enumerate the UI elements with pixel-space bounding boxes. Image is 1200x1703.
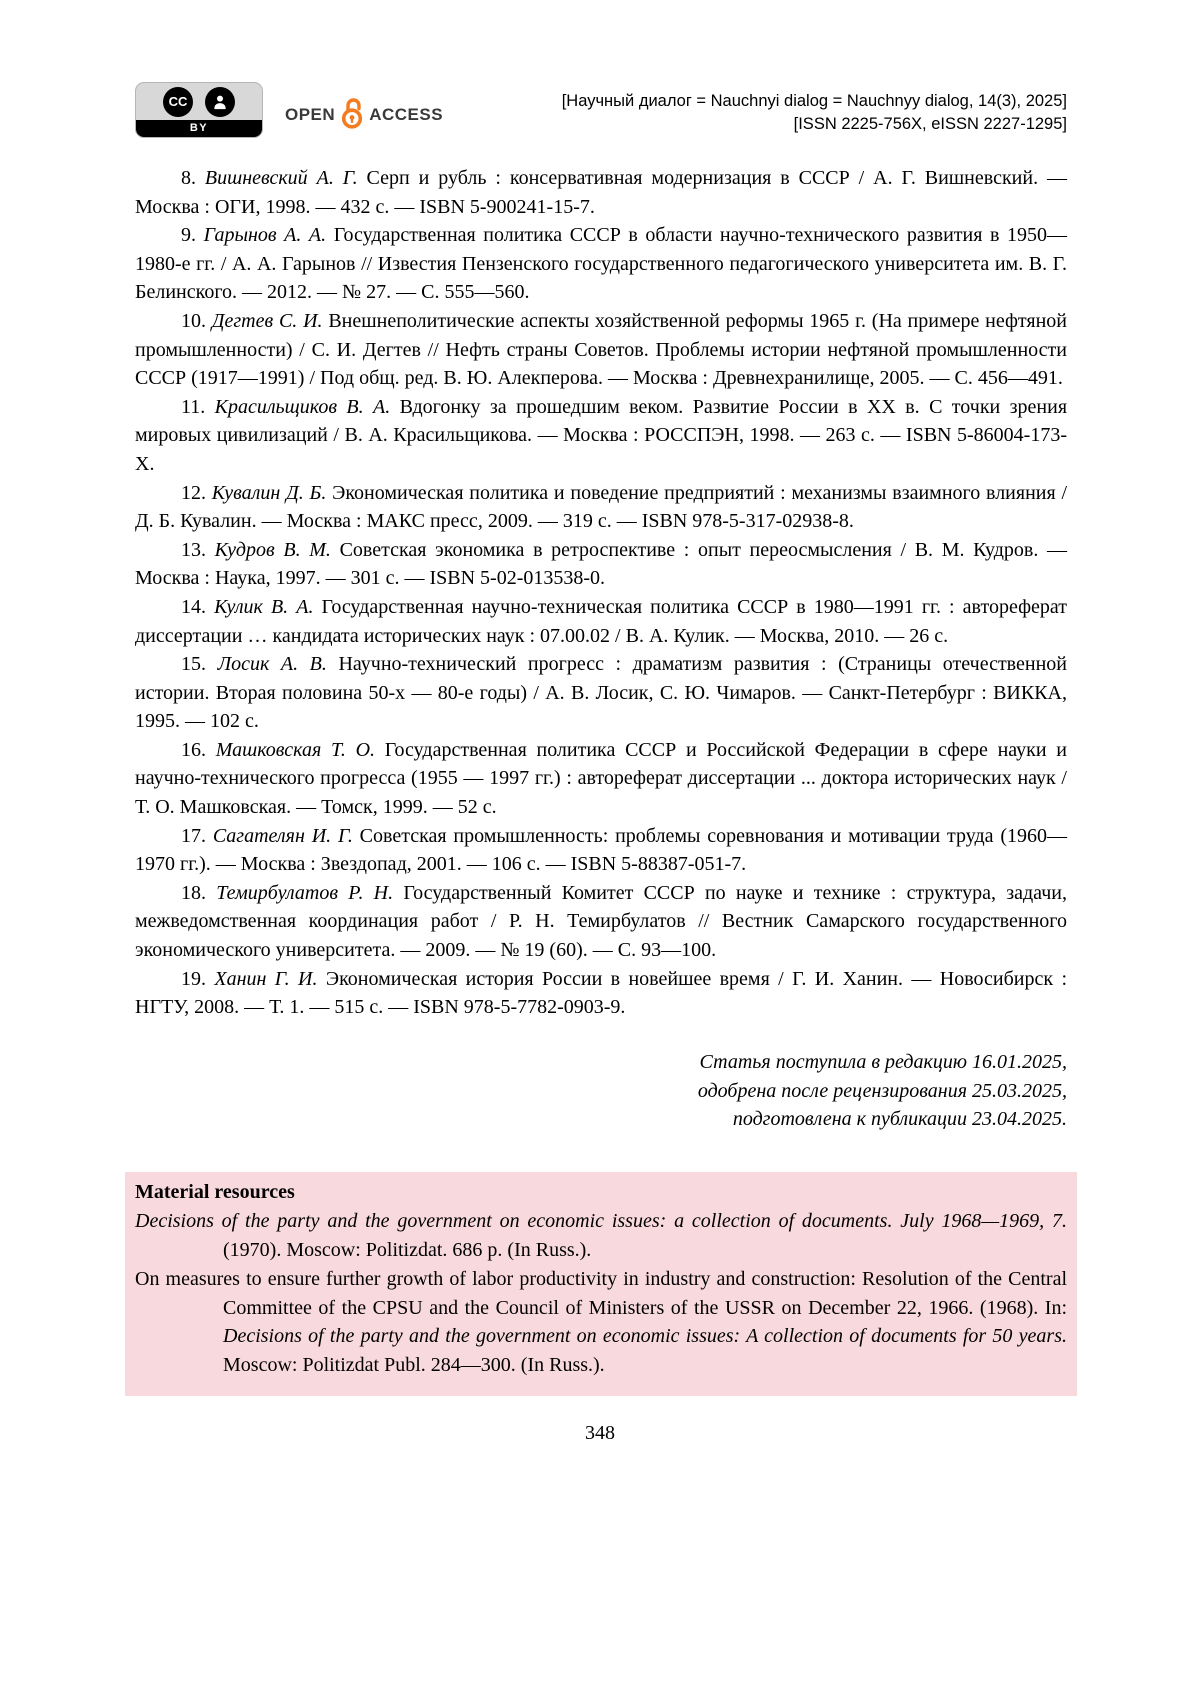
reference-number: 11. <box>181 395 206 418</box>
reference-author: Темирбулатов Р. Н. <box>216 881 394 904</box>
reference-entry <box>135 822 1067 879</box>
reference-entry <box>135 593 1067 650</box>
reference-text: Экономическая история России в новейшее время / Г. И. Ханин. — Новосибирск : НГТУ, 2008. — Т. 1. — 515 с. — ISBN 978-5-7782-0903-9. <box>135 967 1067 1019</box>
reference-author: Кудров В. М. <box>214 538 331 561</box>
journal-citation-line: [Научный диалог = Nauchnyi dialog = Nauchnyy dialog, 14(3), 2025] <box>561 92 1067 110</box>
cc-by-label: BY <box>136 120 262 137</box>
reference-number: 17. <box>181 824 206 847</box>
material-resource-details: Moscow: Politizdat Publ. 284—300. (In Russ.). <box>223 1354 605 1377</box>
reference-author: Красильщиков В. А. <box>214 395 391 418</box>
material-resource-title: Decisions of the party and the government on economic issues: a collection of documents. July 1968—1969, 7. <box>135 1210 1067 1233</box>
reference-number: 9. <box>181 224 196 247</box>
open-access-logo <box>285 87 443 134</box>
reference-number: 10. <box>181 309 206 332</box>
reference-text: Вдогонку за прошедшим веком. Развитие России в XX в. С точки зрения мировых цивилизаций / В. А. Красильщикова. — Москва : РОССПЭН, 1998. — 263 с. — ISBN 5-86004-173-X. <box>135 395 1068 475</box>
material-resources-section <box>125 1172 1077 1396</box>
material-resources-heading: Material resources <box>135 1181 295 1204</box>
reference-entry <box>135 164 1067 221</box>
reference-text: Серп и рубль : консервативная модернизация в СССР / А. Г. Вишневский. — Москва : ОГИ, 1998. — 432 с. — ISBN 5-900241-15-7. <box>135 167 1068 218</box>
reference-entry <box>135 650 1067 736</box>
cc-by-license-badge <box>135 82 263 138</box>
reference-entry <box>135 536 1067 593</box>
page-header <box>0 0 1200 138</box>
material-resource-details: (1970). Moscow: Politizdat. 686 p. (In Russ.). <box>223 1239 592 1261</box>
reference-author: Сагателян И. Г. <box>212 824 353 847</box>
reference-number: 16. <box>181 738 206 761</box>
reference-number: 13. <box>181 538 206 561</box>
open-access-text-access: ACCESS <box>369 105 444 124</box>
reference-text: Государственный Комитет СССР по науке и технике : структура, задачи, межведомственная координация работ / Р. Н. Темирбулатов // Вестник Самарского государственного экономического университета. — 2009. — № 19 (60). — С. 93—100. <box>135 881 1067 962</box>
reference-entry <box>135 965 1067 1022</box>
reference-number: 15. <box>181 653 206 676</box>
page-content <box>135 164 1067 1396</box>
reference-text: Государственная политика СССР в области научно-технического развития в 1950—1980-е гг. / А. А. Гарынов // Известия Пензенского государственного педагогического университета им. В. Г. Белинского. — 2012. — № 27. — С. 555—560. <box>135 224 1067 304</box>
reference-entry <box>135 736 1067 822</box>
journal-info <box>562 82 1067 136</box>
reference-author: Ханин Г. И. <box>214 967 318 990</box>
reference-number: 8. <box>181 167 196 189</box>
reference-text: Государственная научно-техническая политика СССР в 1980—1991 гг. : автореферат диссертации … кандидата исторических наук : 07.00.02 / В. А. Кулик. — Москва, 2010. — 26 с. <box>135 595 1068 647</box>
reference-entry <box>135 479 1067 536</box>
submission-line-received: Статья поступила в редакцию 16.01.2025, <box>699 1050 1067 1073</box>
cc-icon: CC <box>163 87 193 117</box>
reference-text: Внешнеполитические аспекты хозяйственной реформы 1965 г. (На примере нефтяной промышленности) / С. И. Дегтев // Нефть страны Советов. Проблемы истории нефтяной промышленности СССР (1917—1991) / Под общ. ред. В. Ю. Алекперова. — Москва : Древнехранилище, 2005. — С. 456—491. <box>135 309 1068 390</box>
open-access-lock-icon <box>340 97 364 134</box>
reference-text: Советская промышленность: проблемы соревнования и мотивации труда (1960—1970 гг.). — Москва : Звездопад, 2001. — 106 с. — ISBN 5-88387-051-7. <box>135 824 1067 876</box>
submission-line-prepared: подготовлена к публикации 23.04.2025. <box>732 1108 1067 1131</box>
reference-number: 12. <box>181 481 206 504</box>
reference-entry <box>135 879 1067 965</box>
references-list <box>135 164 1067 1022</box>
reference-author: Кувалин Д. Б. <box>211 481 327 504</box>
reference-entry <box>135 221 1067 307</box>
submission-line-approved: одобрена после рецензирования 25.03.2025, <box>697 1079 1067 1102</box>
issn-line: [ISSN 2225-756X, eISSN 2227-1295] <box>793 115 1067 133</box>
reference-text: Научно-технический прогресс : драматизм развития : (Страницы отечественной истории. Вторая половина 50-х — 80-е годы) / А. В. Лосик, С. Ю. Чимаров. — Санкт-Петербург : ВИККА, 1995. — 102 с. <box>135 653 1067 733</box>
cc-badge-icons <box>136 83 262 120</box>
reference-entry <box>135 307 1067 393</box>
reference-text: Советская экономика в ретроспективе : опыт переосмысления / В. М. Кудров. — Москва : Наука, 1997. — 301 с. — ISBN 5-02-013538-0. <box>135 538 1068 590</box>
reference-number: 19. <box>181 967 206 990</box>
reference-author: Лосик А. В. <box>217 653 327 676</box>
cc-by-person-icon <box>205 87 235 117</box>
reference-author: Дегтев С. И. <box>211 309 323 332</box>
open-access-text-open: OPEN <box>285 105 336 124</box>
reference-entry <box>135 393 1067 479</box>
reference-text: Экономическая политика и поведение предприятий : механизмы взаимного влияния / Д. Б. Кувалин. — Москва : МАКС пресс, 2009. — 319 с. — ISBN 978-5-317-02938-8. <box>135 481 1068 533</box>
page-number: 348 <box>585 1421 615 1444</box>
submission-dates <box>135 1048 1067 1134</box>
reference-number: 14. <box>181 595 206 618</box>
reference-author: Вишневский А. Г. <box>204 167 358 189</box>
material-resource-title: Decisions of the party and the government on economic issues: A collection of documents for 50 years. <box>223 1325 1067 1348</box>
material-resource-entry <box>135 1207 1067 1265</box>
material-resource-entry <box>135 1265 1067 1380</box>
reference-number: 18. <box>181 881 206 904</box>
reference-author: Кулик В. А. <box>214 595 314 618</box>
reference-text: Государственная политика СССР и Российской Федерации в сфере науки и научно-технического прогресса (1955 — 1997 гг.) : автореферат диссертации ... доктора исторических наук / Т. О. Машковская. — Томск, 1999. — 52 с. <box>135 738 1068 819</box>
license-badges <box>135 82 443 138</box>
reference-author: Гарынов А. А. <box>203 224 327 247</box>
material-resource-details: On measures to ensure further growth of labor productivity in industry and construction: Resolution of the Central Committee of the CPSU and the Council of Ministers of the USSR on December 22, 1966. (1968). In: <box>135 1267 1067 1319</box>
reference-author: Машковская Т. О. <box>215 738 376 761</box>
